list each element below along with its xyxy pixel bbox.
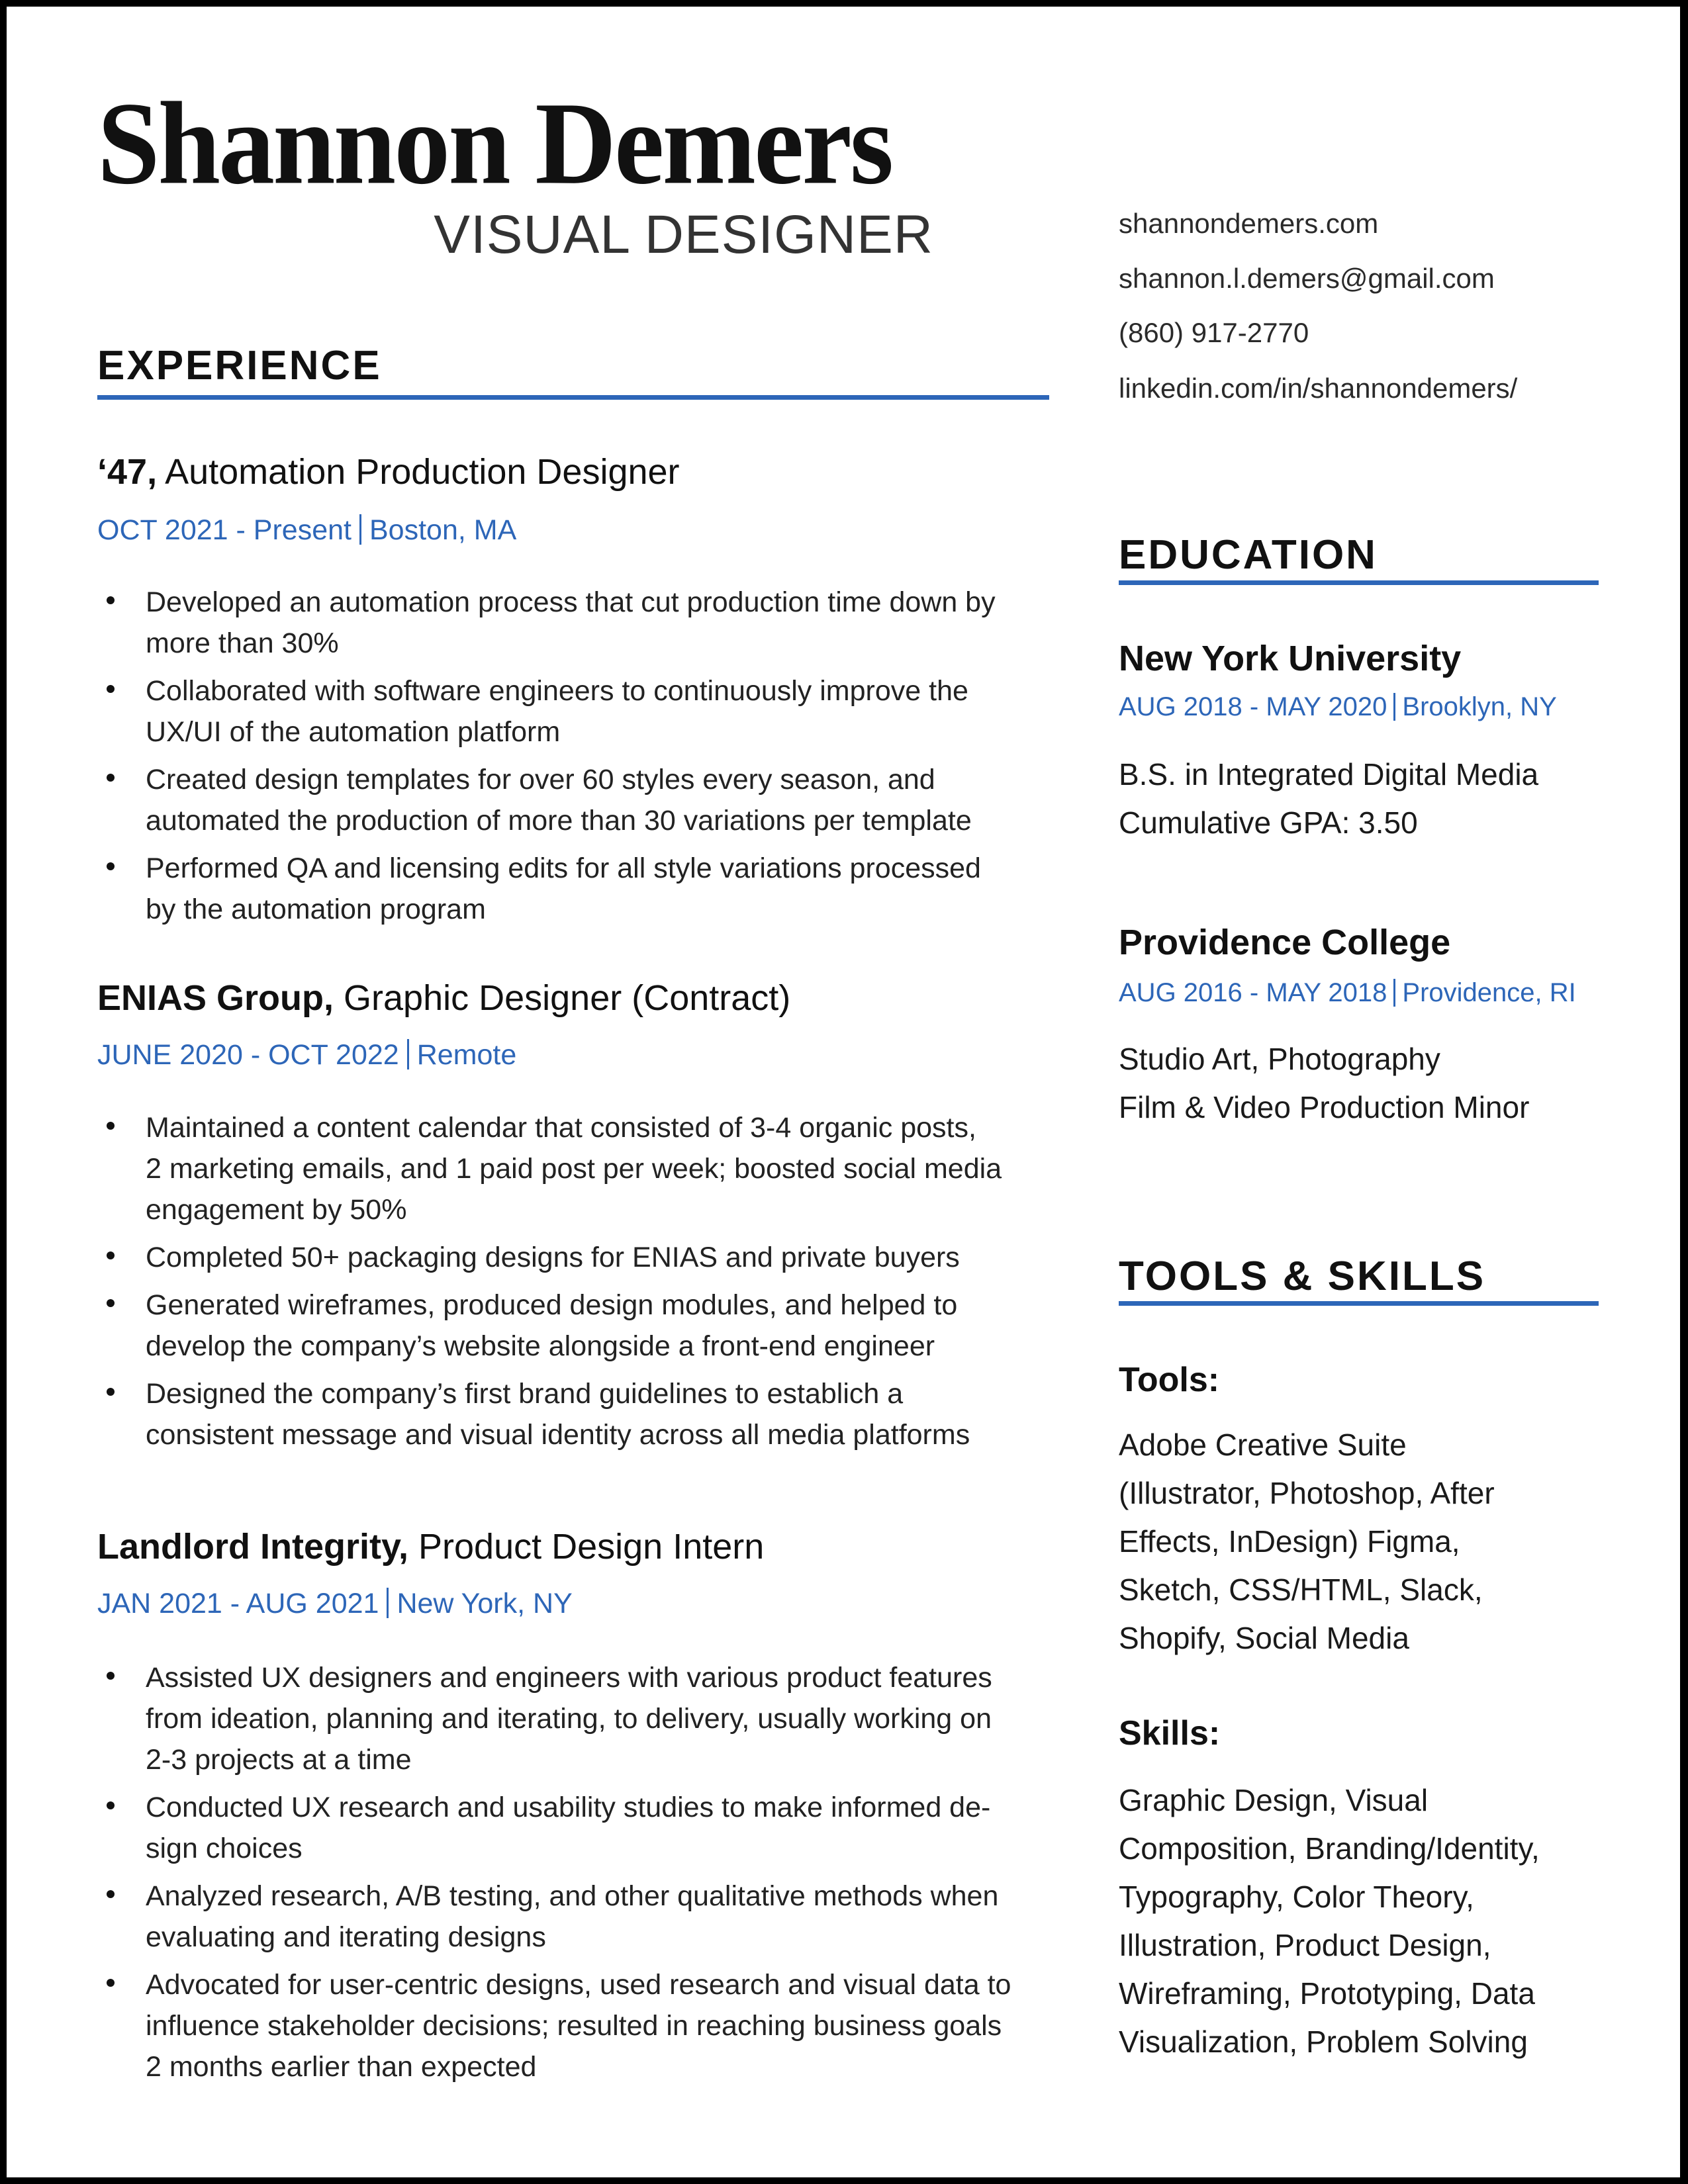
detail-line: B.S. in Integrated Digital Media: [1119, 757, 1539, 792]
bullet-item: [97, 759, 1051, 841]
resume-page: [7, 7, 1680, 2177]
school-name: New York University: [1119, 639, 1462, 678]
job-heading: [97, 451, 680, 493]
experience-divider: [97, 395, 1049, 400]
job-location: New York, NY: [397, 1588, 573, 1619]
list-line: Illustration, Product Design,: [1119, 1928, 1491, 1962]
bullet-item: [97, 1657, 1051, 1780]
separator: [1393, 979, 1395, 1007]
list-line: Wireframing, Prototyping, Data: [1119, 1976, 1535, 2011]
bullet-text-line: Maintained a content calendar that consisted of 3-4 organic posts,: [146, 1112, 976, 1144]
job-date-location: [97, 514, 516, 547]
school-date-location: [1119, 977, 1576, 1009]
bullet-text-line: develop the company’s website alongside a front-end engineer: [146, 1330, 935, 1362]
job-dates: JUNE 2020 - OCT 2022: [97, 1039, 399, 1071]
skills-list: [1119, 1776, 1540, 2066]
job-location: Remote: [416, 1039, 517, 1071]
school-details: [1119, 751, 1538, 847]
contact-email[interactable]: shannon.l.demers@gmail.com: [1119, 263, 1495, 294]
list-line: Typography, Color Theory,: [1119, 1880, 1474, 1914]
bullet-item: [97, 848, 1051, 930]
tools-skills-heading: TOOLS & SKILLS: [1119, 1253, 1486, 1299]
list-line: (Illustrator, Photoshop, After: [1119, 1476, 1495, 1510]
contact-linkedin[interactable]: linkedin.com/in/shannondemers/: [1119, 373, 1518, 404]
bullet-icon: [107, 774, 115, 782]
list-line: Graphic Design, Visual: [1119, 1783, 1429, 1817]
bullet-icon: [107, 1801, 115, 1809]
education-divider: [1119, 580, 1599, 585]
contact-phone: (860) 917-2770: [1119, 317, 1309, 348]
job-date-location: [97, 1587, 573, 1620]
bullet-icon: [107, 596, 115, 604]
school-date-location: [1119, 691, 1557, 723]
bullet-item: [97, 1237, 1051, 1278]
bullet-text-line: consistent message and visual identity across all media platforms: [146, 1419, 970, 1451]
job-dates: OCT 2021 - Present: [97, 514, 352, 546]
bullet-text-line: Generated wireframes, produced design modules, and helped to: [146, 1289, 958, 1321]
bullet-item: [97, 582, 1051, 664]
bullet-item: [97, 670, 1051, 752]
bullet-text-line: automated the production of more than 30 variations per template: [146, 805, 972, 837]
bullet-text-line: Performed QA and licensing edits for all style variations processed: [146, 852, 981, 884]
bullet-icon: [107, 685, 115, 693]
company-name: ‘47,: [97, 452, 158, 492]
bullet-icon: [107, 1251, 115, 1259]
separator: [407, 1039, 409, 1069]
skills-label: Skills:: [1119, 1714, 1221, 1752]
bullet-icon: [107, 862, 115, 870]
bullet-list: [97, 582, 1051, 930]
school-dates: AUG 2016 - MAY 2018: [1119, 978, 1387, 1007]
list-line: Visualization, Problem Solving: [1119, 2025, 1528, 2059]
bullet-item: [97, 1107, 1051, 1230]
contact-website[interactable]: shannondemers.com: [1119, 208, 1379, 239]
list-line: Composition, Branding/Identity,: [1119, 1831, 1540, 1866]
tools-list: [1119, 1421, 1495, 1662]
bullet-text-line: Analyzed research, A/B testing, and other qualitative methods when: [146, 1880, 999, 1912]
separator: [1393, 693, 1395, 721]
company-name: Landlord Integrity,: [97, 1527, 408, 1567]
bullet-text-line: Collaborated with software engineers to continuously improve the: [146, 675, 968, 707]
bullet-text-line: evaluating and iterating designs: [146, 1921, 546, 1953]
bullet-text-line: influence stakeholder decisions; resulted in reaching business goals: [146, 2010, 1002, 2042]
list-line: Sketch, CSS/HTML, Slack,: [1119, 1572, 1483, 1607]
bullet-text-line: Developed an automation process that cut production time down by: [146, 586, 996, 618]
detail-line: Cumulative GPA: 3.50: [1119, 805, 1418, 840]
bullet-icon: [107, 1979, 115, 1987]
school-name: Providence College: [1119, 923, 1451, 962]
job-heading: [97, 977, 790, 1019]
tools-skills-divider: [1119, 1301, 1599, 1306]
bullet-text-line: by the automation program: [146, 893, 486, 925]
bullet-text-line: sign choices: [146, 1833, 303, 1864]
bullet-text-line: 2 marketing emails, and 1 paid post per week; boosted social media: [146, 1153, 1002, 1185]
bullet-icon: [107, 1890, 115, 1898]
experience-heading: EXPERIENCE: [97, 343, 382, 388]
bullet-text-line: from ideation, planning and iterating, to delivery, usually working on: [146, 1703, 992, 1735]
bullet-list: [97, 1107, 1051, 1455]
tools-label: Tools:: [1119, 1361, 1220, 1399]
bullet-text-line: more than 30%: [146, 627, 339, 659]
school-location: Brooklyn, NY: [1402, 692, 1557, 721]
job-heading: [97, 1525, 764, 1568]
bullet-text-line: Conducted UX research and usability studies to make informed de-: [146, 1792, 991, 1823]
role-title: Graphic Designer (Contract): [334, 978, 791, 1018]
list-line: Adobe Creative Suite: [1119, 1428, 1407, 1462]
separator: [387, 1588, 389, 1618]
bullet-text-line: Created design templates for over 60 styles every season, and: [146, 764, 935, 796]
detail-line: Studio Art, Photography: [1119, 1042, 1440, 1076]
bullet-text-line: Designed the company’s first brand guidelines to establich a: [146, 1378, 904, 1410]
list-line: Effects, InDesign) Figma,: [1119, 1524, 1460, 1559]
bullet-icon: [107, 1299, 115, 1307]
school-location: Providence, RI: [1402, 978, 1576, 1007]
bullet-text-line: engagement by 50%: [146, 1194, 407, 1226]
bullet-text-line: UX/UI of the automation platform: [146, 716, 561, 748]
company-name: ENIAS Group,: [97, 978, 334, 1018]
bullet-list: [97, 1657, 1051, 2087]
bullet-icon: [107, 1672, 115, 1680]
education-heading: EDUCATION: [1119, 532, 1378, 578]
job-location: Boston, MA: [369, 514, 517, 546]
bullet-icon: [107, 1388, 115, 1396]
bullet-text-line: Advocated for user-centric designs, used research and visual data to: [146, 1969, 1011, 2001]
detail-line: Film & Video Production Minor: [1119, 1090, 1530, 1124]
job-title-header: VISUAL DESIGNER: [434, 205, 933, 265]
bullet-text-line: 2 months earlier than expected: [146, 2051, 537, 2083]
bullet-icon: [107, 1122, 115, 1130]
job-dates: JAN 2021 - AUG 2021: [97, 1588, 379, 1619]
role-title: Product Design Intern: [408, 1527, 765, 1567]
bullet-item: [97, 1285, 1051, 1367]
bullet-text-line: Assisted UX designers and engineers with various product features: [146, 1662, 992, 1694]
separator: [359, 514, 361, 545]
bullet-item: [97, 1373, 1051, 1455]
school-details: [1119, 1035, 1529, 1132]
job-date-location: [97, 1038, 516, 1071]
bullet-text-line: Completed 50+ packaging designs for ENIAS and private buyers: [146, 1242, 960, 1273]
list-line: Shopify, Social Media: [1119, 1621, 1409, 1655]
school-dates: AUG 2018 - MAY 2020: [1119, 692, 1387, 721]
bullet-item: [97, 1876, 1051, 1958]
bullet-text-line: 2-3 projects at a time: [146, 1744, 412, 1776]
bullet-item: [97, 1964, 1051, 2087]
candidate-name: Shannon Demers: [97, 77, 892, 209]
role-title: Automation Production Designer: [157, 452, 680, 492]
bullet-item: [97, 1787, 1051, 1869]
